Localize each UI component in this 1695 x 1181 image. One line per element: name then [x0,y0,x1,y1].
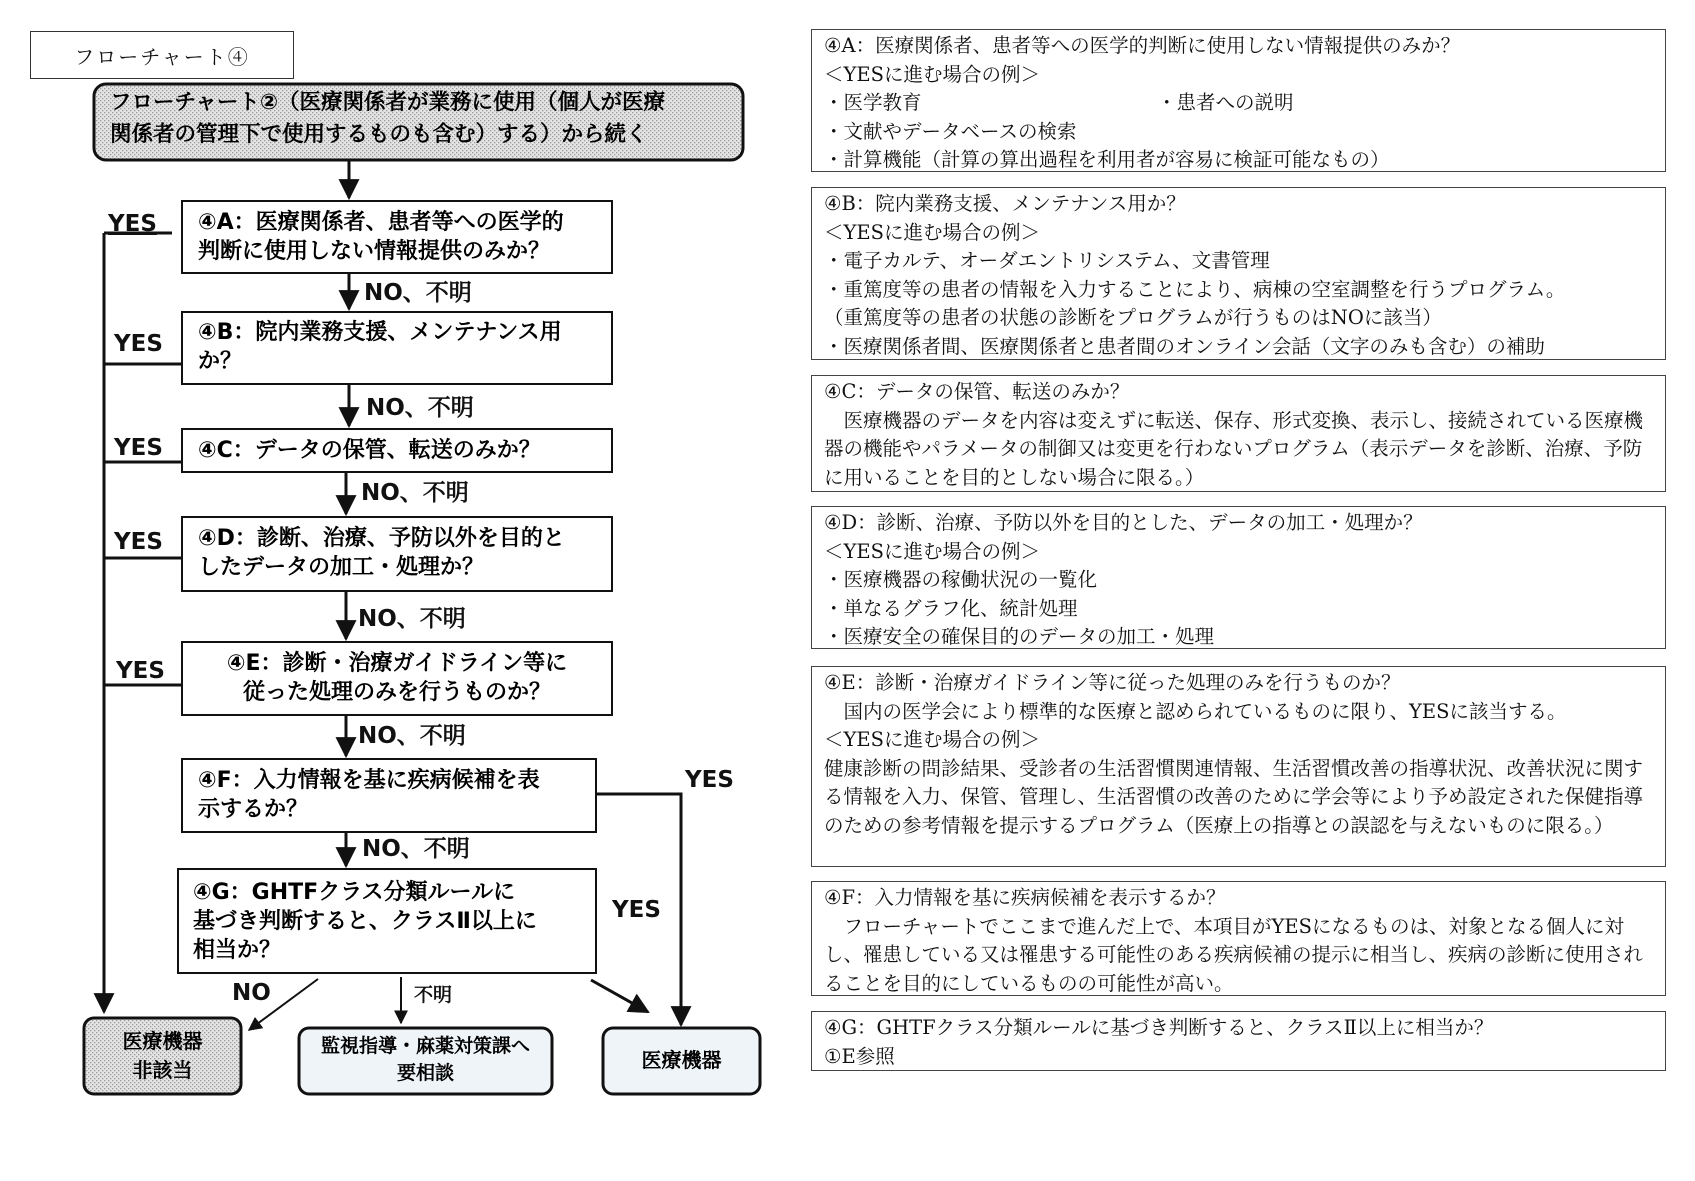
no-label-g: NO [232,980,271,1006]
yes-label-f: YES [685,767,734,793]
unknown-label-g: 不明 [414,984,453,1006]
note-e-example-heading: ＜YESに進む場合の例＞ [824,728,1040,751]
note-f [811,881,1666,996]
note-a [811,29,1666,172]
question-a-label: ④A：医療関係者、患者等への医学的 判断に使用しない情報提供のみか？ [198,210,564,264]
yes-label-d: YES [114,529,163,555]
note-e-title: ④E：診断・治療ガイドライン等に従った処理のみを行うものか？ [824,671,1401,694]
note-b-item2-note: （重篤度等の患者の状態の診断をプログラムが行うものはNOに該当） [824,306,1442,329]
no-unknown-label-f: NO、不明 [362,836,470,862]
question-g-label: ④G：GHTFクラス分類ルールに 基づき判断すると、クラスⅡ以上に 相当か？ [193,880,537,963]
yes-label-e: YES [116,658,165,684]
note-d-example-heading: ＜YESに進む場合の例＞ [824,539,1040,563]
note-c [811,375,1666,492]
note-f-body: フローチャートでここまで進んだ上で、本項目がYESになるものは、対象となる個人に対し、罹患している又は罹患する可能性のある疾病候補の提示に相当し、疾病の診断に使用されることを目的にしているものの可能性が高い。 [824,914,1644,995]
question-e-label: ④E：診断・治療ガイドライン等に 従った処理のみを行うものか？ [226,651,568,705]
note-a-title: ④A：医療関係者、患者等への医学的判断に使用しない情報提供のみか？ [824,34,1461,57]
question-f-label: ④F：入力情報を基に疾病候補を表 示するか？ [198,768,540,822]
note-d-item2: ・単なるグラフ化、統計処理 [824,596,1078,620]
outcome-not-device-label: 医療機器 非該当 [122,1029,203,1082]
yes-label-g: YES [612,897,661,923]
note-c-body: 医療機器のデータを内容は変えずに転送、保存、形式変換、表示し、接続されている医療機器の機能やパラメータの制御又は変更を行わないプログラム（表示データを診断、治療、予防に用いることを目的としない場合に限る。） [824,408,1644,489]
question-c-label: ④C：データの保管、転送のみか？ [198,438,541,463]
note-b-title: ④B：院内業務支援、メンテナンス用か？ [824,192,1186,215]
outcome-device-label: 医療機器 [641,1048,722,1072]
note-a-item2: ・患者への説明 [1157,91,1294,114]
note-d [811,506,1666,649]
yes-label-b: YES [114,331,163,357]
question-d-label: ④D：診断、治療、予防以外を目的と したデータの加工・処理か？ [198,526,565,580]
outcome-consult-label: 監視指導・麻薬対策課へ 要相談 [320,1035,530,1084]
note-g-title: ④G：GHTFクラス分類ルールに基づき判断すると、クラスⅡ以上に相当か？ [824,1016,1494,1039]
note-a-item3: ・文献やデータベースの検索 [824,119,1077,143]
note-e-line1: 国内の医学会により標準的な医療と認められているものに限り、YESに該当する。 [824,699,1567,723]
yes-label-a: YES [108,211,157,237]
note-b-item2: ・重篤度等の患者の情報を入力することにより、病棟の空室調整を行うプログラム。 [824,277,1566,301]
page-title: フローチャート④ [30,31,294,79]
note-f-title: ④F：入力情報を基に疾病候補を表示するか？ [824,886,1226,909]
arrow-g-yes [591,980,648,1012]
note-b-item1: ・電子カルテ、オーダエントリシステム、文書管理 [824,249,1270,272]
note-a-item4: ・計算機能（計算の算出過程を利用者が容易に検証可能なもの） [824,148,1390,171]
no-unknown-label-a: NO、不明 [364,280,472,306]
no-unknown-label-c: NO、不明 [361,480,469,506]
note-b [811,187,1666,360]
note-d-item3: ・医療安全の確保目的のデータの加工・処理 [824,625,1215,648]
note-b-item3: ・医療関係者間、医療関係者と患者間のオンライン会話（文字のみも含む）の補助 [824,334,1545,358]
note-e-body: 健康診断の問診結果、受診者の生活習慣関連情報、生活習慣改善の指導状況、改善状況に関する情報を入力、保管、管理し、生活習慣の改善のために学会等により予め設定された保健指導のための参考情報を提示するプログラム（医療上の指導との誤認を与えないものに限る。） [824,756,1644,837]
note-d-item1: ・医療機器の稼働状況の一覧化 [824,568,1098,591]
no-unknown-label-d: NO、不明 [358,606,466,632]
start-label: フローチャート②（医療関係者が業務に使用（個人が医療 関係者の管理下で使用するものも含む）する）から続く [110,90,666,147]
note-b-example-heading: ＜YESに進む場合の例＞ [824,220,1040,244]
no-unknown-label-e: NO、不明 [358,723,466,749]
note-e [811,666,1666,867]
note-g [811,1011,1666,1071]
note-a-item1: ・医学教育 [824,91,922,114]
note-g-body: ①E参照 [824,1044,895,1068]
yes-label-c: YES [114,435,163,461]
note-c-title: ④C：データの保管、転送のみか？ [824,380,1130,403]
no-unknown-label-b: NO、不明 [366,395,474,421]
question-b-label: ④B：院内業務支援、メンテナンス用 か？ [198,320,562,374]
note-d-title: ④D：診断、治療、予防以外を目的とした、データの加工・処理か？ [824,511,1423,534]
note-a-example-heading: ＜YESに進む場合の例＞ [824,62,1040,86]
